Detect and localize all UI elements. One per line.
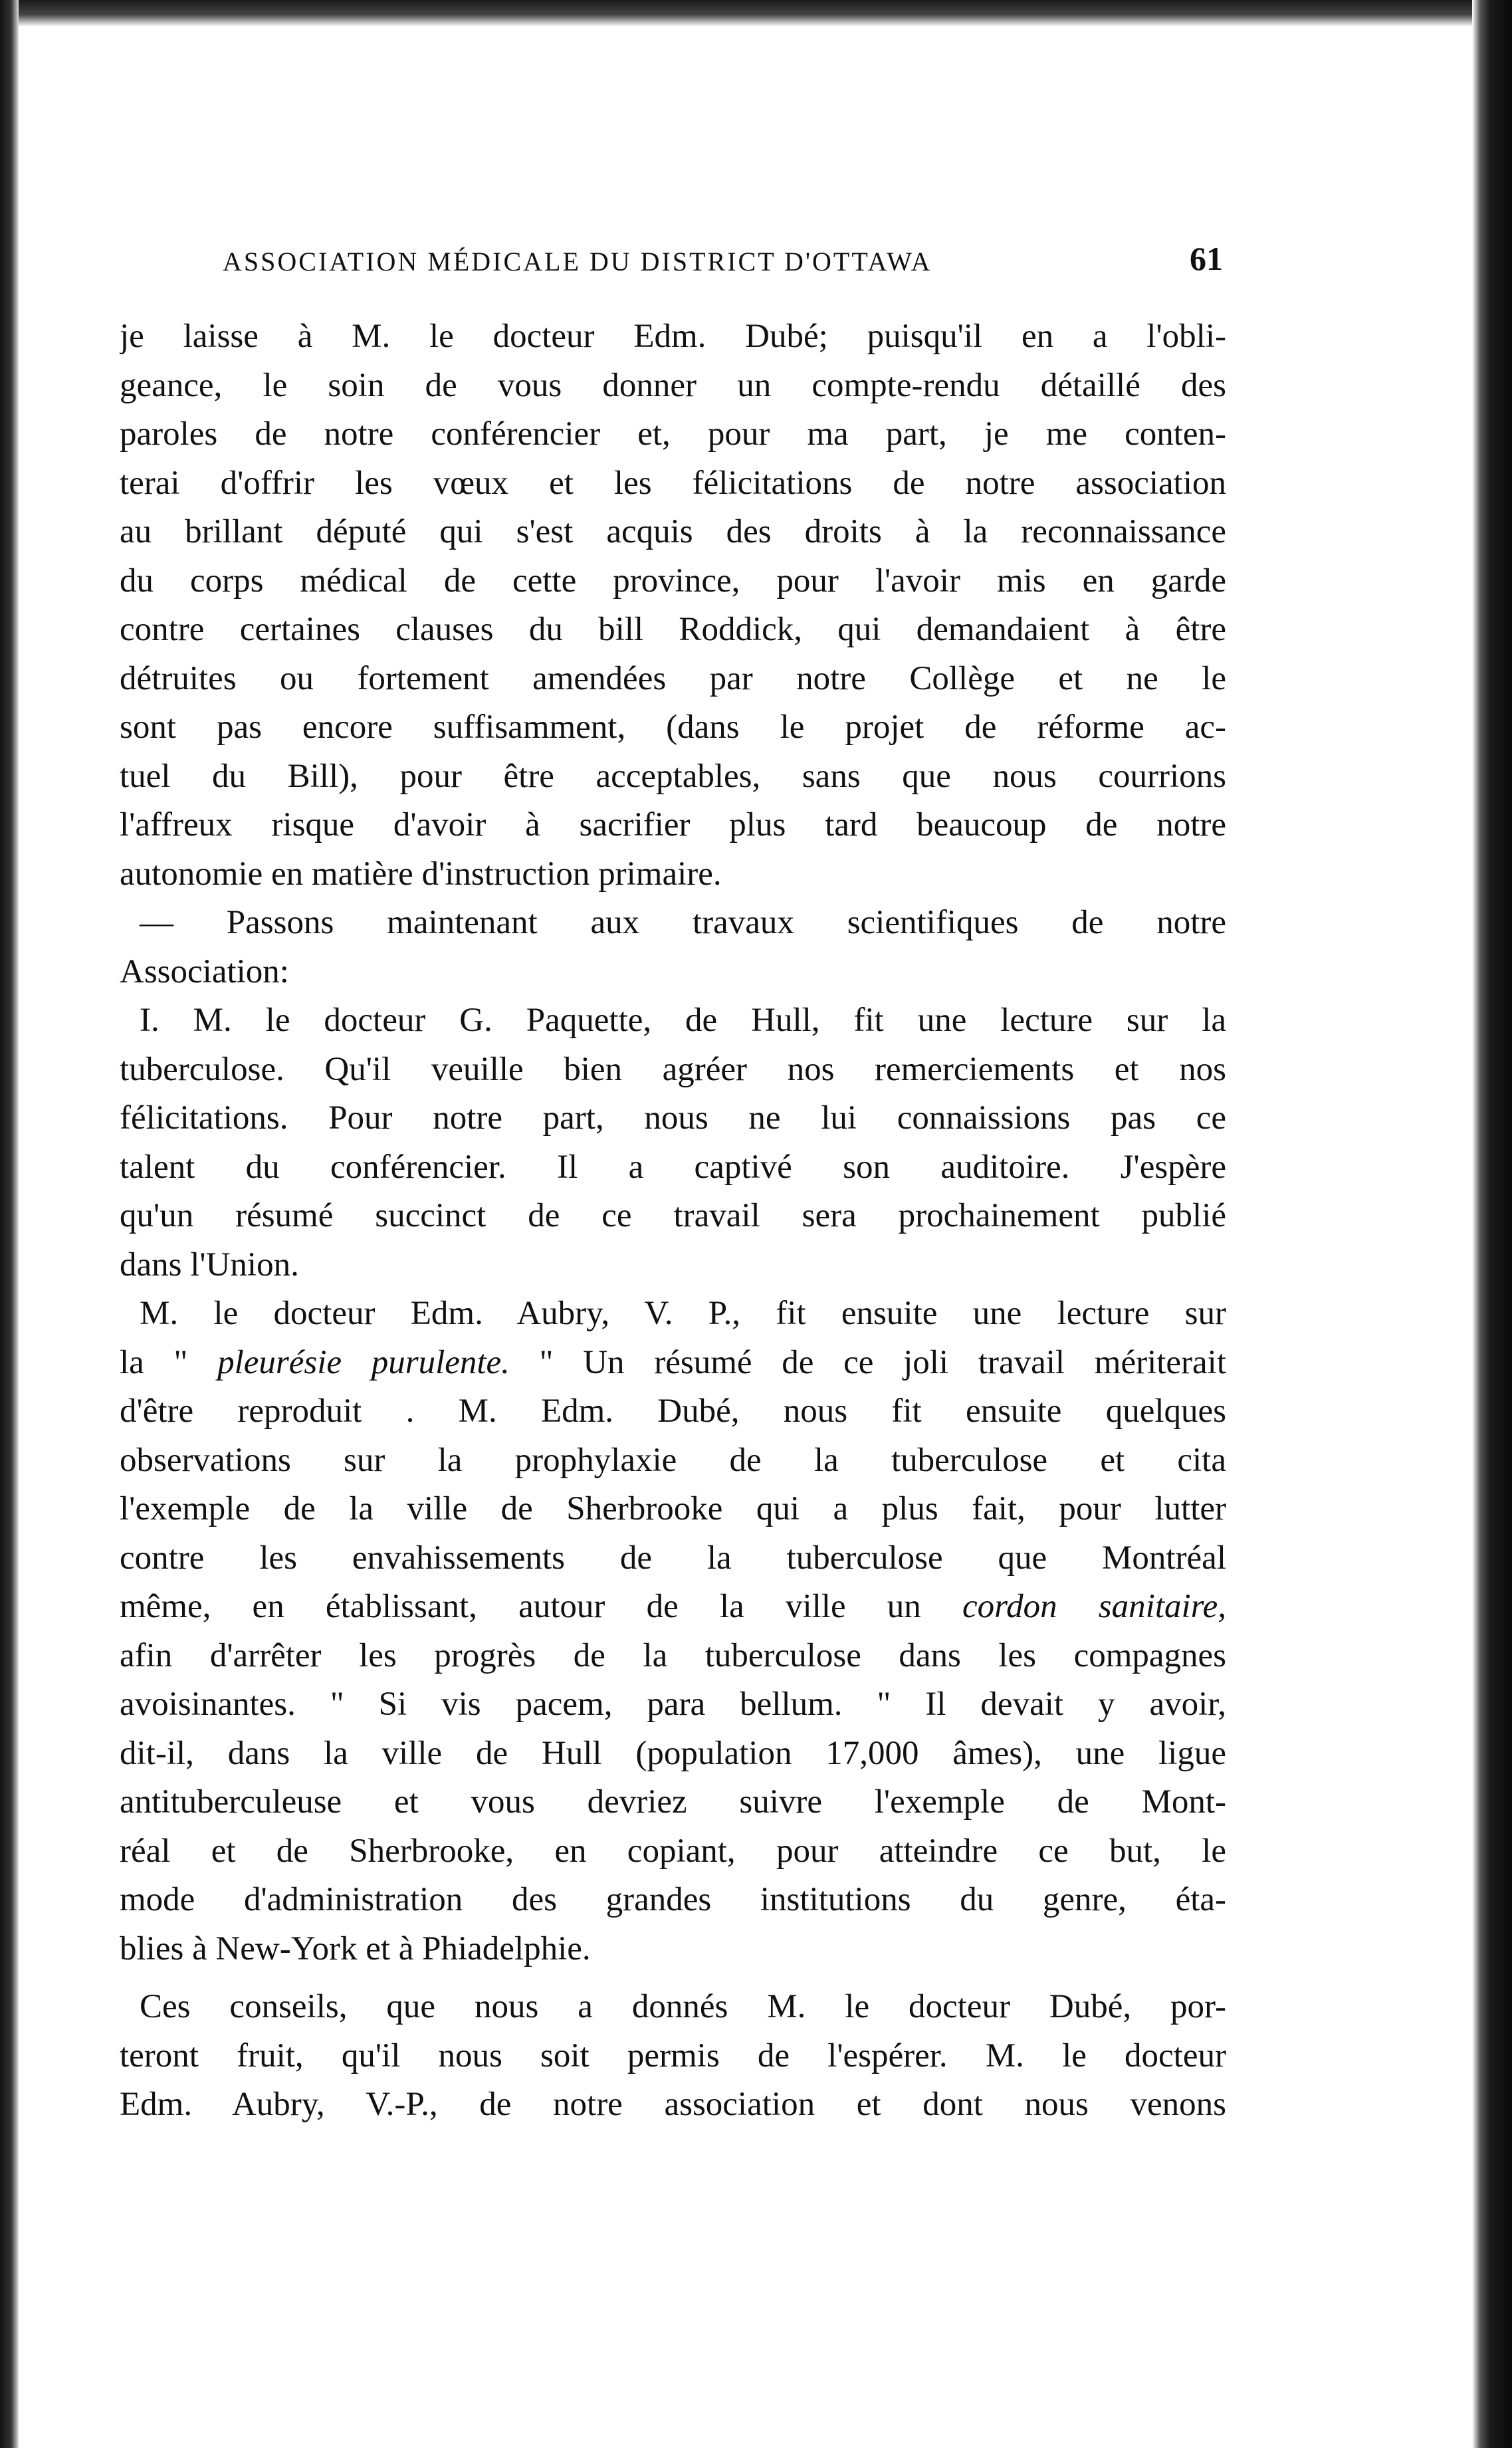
text-line: afin d'arrêter les progrès de la tuberculose dans les compagnes bbox=[120, 1636, 1226, 1674]
text-segment: même, en établissant, autour de la ville un bbox=[120, 1588, 921, 1625]
text-segment: la " bbox=[120, 1343, 188, 1381]
text-line: M. le docteur Edm. Aubry, V. P., fit ensuite une lecture sur bbox=[140, 1295, 1226, 1332]
text-line: talent du conférencier. Il a captivé son auditoire. J'espère bbox=[120, 1148, 1226, 1186]
text-line: détruites ou fortement amendées par notre Collège et ne le bbox=[120, 659, 1226, 697]
page-header bbox=[223, 239, 1223, 286]
text-line: au brillant député qui s'est acquis des droits à la reconnaissance bbox=[120, 513, 1226, 550]
text-line: l'exemple de la ville de Sherbrooke qui a plus fait, pour lutter bbox=[120, 1490, 1226, 1527]
text-line: sont pas encore suffisamment, (dans le projet de réforme ac- bbox=[120, 709, 1226, 746]
text-line: I. M. le docteur G. Paquette, de Hull, fit une lecture sur la bbox=[140, 1002, 1226, 1039]
text-line: paroles de notre conférencier et, pour ma part, je me conten- bbox=[120, 415, 1226, 453]
text-line: dans l'Union. bbox=[120, 1246, 299, 1283]
text-line: avoisinantes. " Si vis pacem, para bellum. " Il devait y avoir, bbox=[120, 1686, 1226, 1723]
text-line: réal et de Sherbrooke, en copiant, pour atteindre ce but, le bbox=[120, 1832, 1226, 1870]
scan-edge-right bbox=[1472, 0, 1512, 2448]
text-line: du corps médical de cette province, pour l'avoir mis en garde bbox=[120, 562, 1226, 600]
scan-edge-top bbox=[0, 0, 1512, 27]
text-line: Ces conseils, que nous a donnés M. le docteur Dubé, por- bbox=[140, 1988, 1226, 2025]
text-line: teront fruit, qu'il nous soit permis de l'espérer. M. le docteur bbox=[120, 2037, 1226, 2074]
text-line: qu'un résumé succinct de ce travail sera prochainement publié bbox=[120, 1197, 1226, 1234]
text-line: antituberculeuse et vous devriez suivre l'exemple de Mont- bbox=[120, 1783, 1226, 1821]
text-line: je laisse à M. le docteur Edm. Dubé; puisqu'il en a l'obli- bbox=[120, 318, 1226, 355]
text-line: dit-il, dans la ville de Hull (population 17,000 âmes), une ligue bbox=[120, 1734, 1226, 1772]
text-line: d'être reproduit . M. Edm. Dubé, nous fit ensuite quelques bbox=[120, 1392, 1226, 1430]
text-line: Association: bbox=[120, 952, 289, 990]
text-line: contre les envahissements de la tuberculose que Montréal bbox=[120, 1539, 1226, 1577]
text-line: mode d'administration des grandes institutions du genre, éta- bbox=[120, 1881, 1226, 1918]
text-line: terai d'offrir les vœux et les félicitations de notre association bbox=[120, 464, 1226, 502]
text-line: l'affreux risque d'avoir à sacrifier plus tard beaucoup de notre bbox=[120, 806, 1226, 843]
text-line: autonomie en matière d'instruction primaire. bbox=[120, 855, 722, 893]
text-line: tuberculose. Qu'il veuille bien agréer nos remerciements et nos bbox=[120, 1050, 1226, 1088]
scan-edge-left bbox=[0, 0, 19, 2448]
text-line: — Passons maintenant aux travaux scientifiques de notre bbox=[140, 904, 1226, 941]
text-line: contre certaines clauses du bill Roddick, qui demandaient à être bbox=[120, 611, 1226, 648]
text-line: observations sur la prophylaxie de la tuberculose et cita bbox=[120, 1441, 1226, 1479]
text-line: félicitations. Pour notre part, nous ne lui connaissions pas ce bbox=[120, 1099, 1226, 1137]
body-text bbox=[120, 312, 1226, 2130]
text-segment: " Un résumé de ce joli travail mériterait bbox=[539, 1343, 1226, 1381]
italic-term: pleurésie purulente. bbox=[217, 1343, 510, 1381]
text-line: Edm. Aubry, V.-P., de notre association et dont nous venons bbox=[120, 2086, 1226, 2123]
page-number: 61 bbox=[1190, 240, 1223, 277]
text-line-with-italic bbox=[120, 1583, 1226, 1632]
italic-term: cordon sanitaire, bbox=[962, 1588, 1226, 1625]
text-line: blies à New-York et à Phiadelphie. bbox=[120, 1930, 591, 1967]
running-title: ASSOCIATION MÉDICALE DU DISTRICT D'OTTAWA bbox=[223, 247, 932, 277]
text-line: tuel du Bill), pour être acceptables, sans que nous courrions bbox=[120, 757, 1226, 795]
text-line: geance, le soin de vous donner un compte-rendu détaillé des bbox=[120, 366, 1226, 404]
text-line-with-italic bbox=[120, 1339, 1226, 1388]
